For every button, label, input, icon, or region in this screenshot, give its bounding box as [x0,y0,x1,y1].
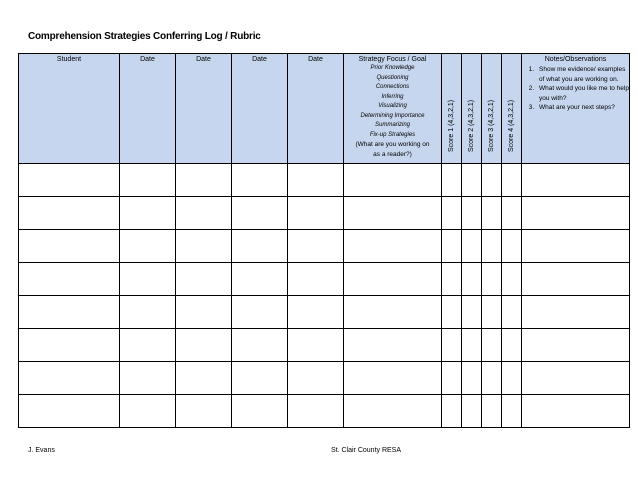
entry-cell[interactable] [462,197,482,230]
entry-cell[interactable] [522,395,630,428]
footer-author: J. Evans [28,447,55,454]
entry-cell[interactable] [522,263,630,296]
strategy-item: Visualizing [378,103,407,109]
entry-cell[interactable] [344,329,442,362]
entry-cell[interactable] [344,296,442,329]
entry-cell[interactable] [176,197,232,230]
entry-cell[interactable] [482,362,502,395]
entry-cell[interactable] [502,230,522,263]
entry-cell[interactable] [482,197,502,230]
entry-cell[interactable] [288,230,344,263]
entry-cell[interactable] [288,329,344,362]
entry-cell[interactable] [120,263,176,296]
entry-cell[interactable] [462,164,482,197]
page-title: Comprehension Strategies Conferring Log / Rubric [28,31,261,42]
entry-cell[interactable] [522,362,630,395]
entry-cell[interactable] [120,296,176,329]
entry-cell[interactable] [442,197,462,230]
entry-cell[interactable] [232,164,288,197]
score-label-3: Score 3 (4,3,2,1) [487,99,495,152]
table-row [19,197,630,230]
entry-cell[interactable] [442,230,462,263]
entry-cell[interactable] [232,230,288,263]
entry-cell[interactable] [176,230,232,263]
notes-prompt: 1. Show me evidence/ examples of what you are working on. [536,65,629,84]
entry-cell[interactable] [288,164,344,197]
score-label-2: Score 2 (4,3,2,1) [467,99,475,152]
table-row [19,296,630,329]
strategy-item: Inferring [381,93,404,100]
entry-cell[interactable] [19,296,120,329]
log-rows [19,164,630,428]
date-header-4: Date [288,54,344,164]
entry-cell[interactable] [502,296,522,329]
entry-cell[interactable] [288,296,344,329]
student-header: Student [19,54,120,164]
entry-cell[interactable] [502,164,522,197]
conferring-log-table [18,53,630,428]
entry-cell[interactable] [344,395,442,428]
entry-cell[interactable] [462,296,482,329]
score-header-2 [462,54,482,164]
entry-cell[interactable] [344,263,442,296]
date-header-3: Date [232,54,288,164]
entry-cell[interactable] [482,164,502,197]
score-header-4 [502,54,522,164]
entry-cell[interactable] [344,197,442,230]
entry-cell[interactable] [442,296,462,329]
score-label-1: Score 1 (4,3,2,1) [447,99,455,152]
entry-cell[interactable] [288,362,344,395]
entry-cell[interactable] [462,263,482,296]
entry-cell[interactable] [482,263,502,296]
entry-cell[interactable] [462,329,482,362]
entry-cell[interactable] [502,329,522,362]
strategy-question-line-2: as a reader?) [373,150,412,158]
strategy-item: Fix-up Strategies [369,131,416,138]
strategy-question-line-1: (What are you working on [355,141,430,148]
entry-cell[interactable] [120,362,176,395]
entry-cell[interactable] [120,164,176,197]
entry-cell[interactable] [442,329,462,362]
date-header-2: Date [176,54,232,164]
notes-header [522,54,630,164]
notes-prompt: 2. What would you like me to help you with? [536,84,629,103]
table-row [19,164,630,197]
entry-cell[interactable] [522,164,630,197]
entry-cell[interactable] [442,362,462,395]
entry-cell[interactable] [344,230,442,263]
entry-cell[interactable] [462,230,482,263]
entry-cell[interactable] [120,395,176,428]
entry-cell[interactable] [482,230,502,263]
entry-cell[interactable] [288,395,344,428]
entry-cell[interactable] [232,362,288,395]
entry-cell[interactable] [19,197,120,230]
entry-cell[interactable] [522,197,630,230]
table-row [19,395,630,428]
entry-cell[interactable] [19,230,120,263]
entry-cell[interactable] [462,362,482,395]
entry-cell[interactable] [232,197,288,230]
entry-cell[interactable] [502,395,522,428]
entry-cell[interactable] [522,296,630,329]
entry-cell[interactable] [120,230,176,263]
entry-cell[interactable] [176,263,232,296]
entry-cell[interactable] [288,263,344,296]
footer-organization: St. Clair County RESA [331,447,402,454]
table-row [19,263,630,296]
entry-cell[interactable] [502,263,522,296]
entry-cell[interactable] [462,395,482,428]
entry-cell[interactable] [232,395,288,428]
entry-cell[interactable] [232,263,288,296]
entry-cell[interactable] [232,296,288,329]
entry-cell[interactable] [120,197,176,230]
entry-cell[interactable] [502,197,522,230]
entry-cell[interactable] [176,329,232,362]
entry-cell[interactable] [482,296,502,329]
strategy-list [344,64,441,140]
entry-cell[interactable] [442,395,462,428]
entry-cell[interactable] [19,362,120,395]
entry-cell[interactable] [19,263,120,296]
strategy-item: Questioning [376,74,409,81]
entry-cell[interactable] [442,263,462,296]
score-label-4: Score 4 (4,3,2,1) [507,99,515,152]
notes-title: Notes/Observations [544,56,607,63]
date-header-1: Date [120,54,176,164]
entry-cell[interactable] [482,395,502,428]
strategy-item: Prior Knowledge [370,65,415,71]
entry-cell[interactable] [120,329,176,362]
strategy-focus-header [344,54,442,164]
entry-cell[interactable] [19,329,120,362]
entry-cell[interactable] [522,329,630,362]
strategy-focus-title: Strategy Focus / Goal [358,56,427,63]
table-row [19,362,630,395]
entry-cell[interactable] [502,362,522,395]
entry-cell[interactable] [176,164,232,197]
strategy-item: Determining Importance [360,112,425,119]
entry-cell[interactable] [176,362,232,395]
table-row [19,329,630,362]
entry-cell[interactable] [522,230,630,263]
entry-cell[interactable] [19,395,120,428]
entry-cell[interactable] [482,329,502,362]
entry-cell[interactable] [176,296,232,329]
entry-cell[interactable] [232,329,288,362]
strategy-item: Connections [375,84,410,90]
entry-cell[interactable] [288,197,344,230]
score-header-1 [442,54,462,164]
notes-prompts [522,65,629,113]
entry-cell[interactable] [442,164,462,197]
entry-cell[interactable] [19,164,120,197]
entry-cell[interactable] [344,164,442,197]
notes-prompt: 3. What are your next steps? [536,103,629,113]
strategy-item: Summarizing [374,122,410,128]
score-header-3 [482,54,502,164]
table-row [19,230,630,263]
entry-cell[interactable] [344,362,442,395]
entry-cell[interactable] [176,395,232,428]
